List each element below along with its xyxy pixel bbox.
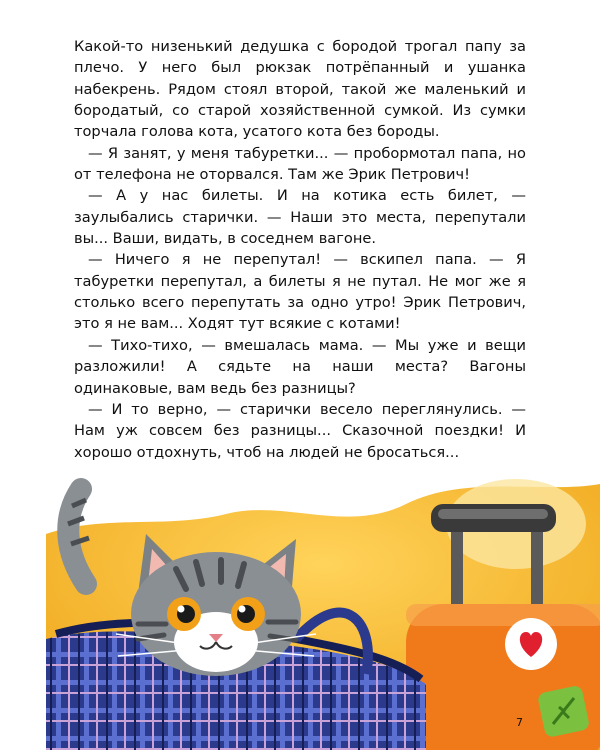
paragraph: — Ничего я не перепутал! — вскипел папа. — Я табуретки перепутал, а билеты я не путал. Не мог же я столько всего перепутать за одно утро! Эрик Петрович, это я не вам... Ходят тут всякие с котами! (74, 251, 526, 333)
paragraph: — Тихо-тихо, — вмешалась мама. — Мы уже и вещи разложили! А сядьте на наши места? Вагоны одинаковые, вам ведь без разницы? (74, 336, 526, 397)
paragraph: — А у нас билеты. И на котика есть билет, — заулыбались старички. — Наши это места, перепутали вы... Ваши, видать, в соседнем вагоне. (74, 187, 526, 248)
paragraph: Какой-то низенький дедушка с бородой трогал папу за плечо. У него был рюкзак потрёпанный и ушанка набекрень. Рядом стоял второй, такой же маленький и бородатый, со старой хозяйственной сумкой. Из сумки торчала голова кота, усатого кота без бороды. (74, 38, 526, 141)
heart-sticker-icon (505, 618, 557, 670)
paragraph: — Я занят, у меня табуретки... — пробормотал папа, но от телефона не оторвался. Там же Эрик Петрович! (74, 144, 526, 184)
cat-illustration (46, 474, 600, 750)
leaf-sticker-icon (537, 685, 590, 738)
story-text (74, 36, 526, 463)
paragraph: — И то верно, — старички весело переглянулись. — Нам уж совсем без разницы... Сказочной поездки! И хорошо отдохнуть, чтоб на людей не бросаться... (74, 400, 526, 461)
page-number: 7 (516, 716, 523, 729)
